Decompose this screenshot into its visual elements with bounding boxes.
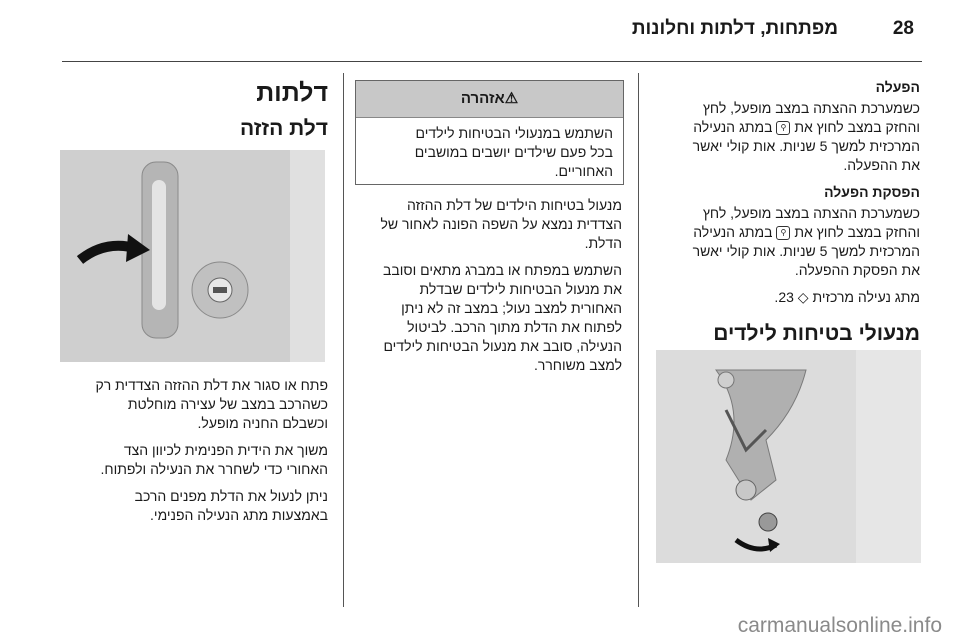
page-title: מפתחות, דלתות וחלונות bbox=[631, 18, 838, 39]
column-divider-left bbox=[343, 73, 344, 607]
warning-box bbox=[355, 80, 624, 185]
warning-header: ⚠אזהרה bbox=[356, 81, 623, 118]
watermark: carmanualsonline.info bbox=[737, 614, 942, 637]
header-rule bbox=[62, 61, 922, 62]
right-column bbox=[652, 78, 920, 347]
activation-heading: הפעלה bbox=[875, 79, 920, 95]
column-divider-right bbox=[638, 73, 639, 607]
sliding-door-illustration bbox=[60, 150, 325, 362]
section-heading-child-locks: מנעולי בטיחות לילדים bbox=[713, 322, 920, 345]
warning-icon: ⚠ bbox=[504, 90, 519, 107]
page-header bbox=[0, 0, 960, 62]
reference-text: מתג נעילה מרכזית ◇ 23. bbox=[774, 289, 920, 305]
section-heading-doors: דלתות bbox=[256, 79, 328, 107]
left-column-text bbox=[60, 376, 328, 533]
left-para-3: ניתן לנעול את הדלת מפנים הרכב באמצעות מתג הנעילה הפנימי. bbox=[134, 488, 328, 523]
deactivation-text: כשמערכת ההצתה במצב מופעל, לחץ והחזק במצב לחוץ את ⚲ במתג הנעילה המרכזית למשך 5 שניות. אות קולי יאשר את הפסקת ההפעלה. bbox=[692, 205, 920, 278]
page-number: 28 bbox=[892, 18, 914, 39]
middle-para-1: מנעול בטיחות הילדים של דלת ההזזה הצדדית נמצא על השפה הפונה לאחור של הדלת. bbox=[380, 197, 622, 251]
child-lock-icon: ⚲ bbox=[776, 226, 790, 240]
warning-text: השתמש במנעולי הבטיחות לילדים בכל פעם שילדים יושבים במושבים האחוריים. bbox=[414, 125, 613, 179]
activation-text: כשמערכת ההצתה במצב מופעל, לחץ והחזק במצב לחוץ את ⚲ במתג הנעילה המרכזית למשך 5 שניות. אות קולי יאשר את ההפעלה. bbox=[692, 100, 920, 173]
left-para-1: פתח או סגור את דלת ההזזה הצדדית רק כשהרכב במצב של עצירה מוחלטת וכשבלם החניה מופעל. bbox=[95, 377, 328, 431]
deactivation-heading: הפסקת הפעלה bbox=[824, 184, 920, 200]
left-para-2: משוך את הידית הפנימית לכיוון הצד האחורי כדי לשחרר את הנעילה ולפתוח. bbox=[100, 442, 328, 477]
child-lock-illustration bbox=[656, 350, 921, 563]
middle-column bbox=[355, 196, 622, 383]
sliding-door-photo bbox=[60, 150, 325, 362]
left-column-headings bbox=[60, 78, 328, 142]
page-ref-icon: ◇ bbox=[797, 289, 809, 305]
subheading-sliding-door: דלת הזזה bbox=[239, 117, 328, 140]
child-lock-photo bbox=[656, 350, 921, 563]
child-lock-icon: ⚲ bbox=[776, 121, 790, 135]
middle-para-2: השתמש במפתח או במברג מתאים וסובב את מנעול הבטיחות לילדים שבדלת האחורית למצב נעול; במצב זה לא ניתן לפתוח את הדלת מתוך הרכב. לביטול הנעילה, סובב את מנעול הבטיחות לילדים למצב משוחרר. bbox=[383, 262, 622, 373]
